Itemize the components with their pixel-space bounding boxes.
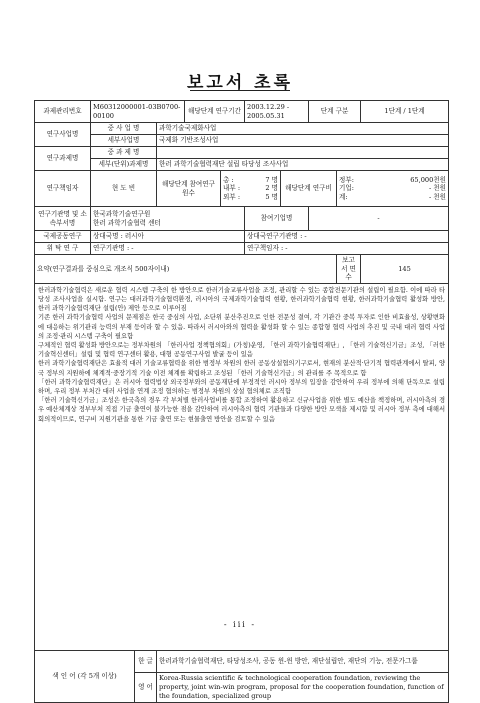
summary-paragraph: 한러과학기술협력은 새로운 협력 시스템 구축의 한 방안으로 한러기술교류사업을 조정, 관리할 수 있는 종합전문기관의 설립이 필요함. 이에 따라 타당성 조사사업을 실시함. 연구는 대러과학기술협력환경, 러시아의 국제과학기술협력 현황, 한러과학기술협력 현황, 한러과학기술협력 활성화 방안, 한러 과학기술협력재단 설립(안) 제안 등으로 이루어짐 xyxy=(38,286,446,313)
corp-label: 기업: xyxy=(339,184,354,193)
summary-body xyxy=(35,283,449,650)
internal-unit: 명 xyxy=(271,184,279,193)
program-detail-label: 세부사업명 xyxy=(91,135,157,147)
summary-paragraph: 기존 한러 과학기술협력 사업의 문제점은 한국 중심의 사업, 소단위 분산추진으로 인한 전문성 결여, 각 기관간 중복 투자로 인한 비효율성, 상황변화에 대응하는 위기관리 능력의 부재 등이라 할 수 있음. 따라서 러시아와의 협력을 활성화 할 수 있는 종합형 협력 사업의 추진 및 국내 대러 협력 사업의 조정·관리 시스템 구축이 필요함 xyxy=(38,314,446,340)
program-main-label: 중 사 업 명 xyxy=(91,123,157,135)
total-count: 7 xyxy=(265,175,270,184)
project-no-value: M60312000001-03B0700-00100 xyxy=(91,101,185,123)
page-title: 보고서 초록 xyxy=(186,73,294,93)
summary-paragraph: 한러 과학기술협력재단은 효율적 대러 기술교류협력을 위한 범정부 차원의 한러 공동상설협의기구로서, 현재의 분산적·단기적 협력관계에서 탈피, 양국 정부의 지원하에 체계적·중장기적 기술 이전 체계를 확립하고 조성된 「한러 기술혁신기금」의 관리를 주 목적으로 함 xyxy=(38,360,446,377)
stage-label: 단계 구분 xyxy=(309,101,361,123)
pages-value: 145 xyxy=(361,255,449,284)
pages-label: 보고서 면수 xyxy=(337,255,361,284)
partner-label: 참여기업명 xyxy=(245,207,309,231)
corp-value: - 천원 xyxy=(428,184,447,193)
etc-value: - 천원 xyxy=(428,192,447,201)
intl-country: 상대국명 : 러시아 xyxy=(91,231,245,243)
page-number: - iii - xyxy=(223,620,257,629)
external-label: 외부 : xyxy=(223,192,241,201)
outsource-label: 위 탁 연 구 xyxy=(35,243,91,255)
task-main-label: 중 과 제 명 xyxy=(91,147,157,159)
task-label: 연구과제명 xyxy=(35,147,91,171)
outsource-org: 연구기관명 : - xyxy=(91,243,245,255)
gov-label: 정부: xyxy=(339,175,354,184)
org-values xyxy=(91,207,245,231)
project-no-label: 과제관리번호 xyxy=(35,101,91,123)
keywords-en: Korea-Russia scientific & technological cooperation foundation, reviewing the property, joint win-win program, proposal for the cooperation foundation, function of the foundation, specialized group xyxy=(157,672,449,702)
summary-paragraph: 「한러 과학기술협력재단」은 러시아 협력법상 외국정부와의 공동재단에 부정적인 러시아 정부의 입장을 감안하여 우리 정부에 의해 단독으로 설립하며, 우리 정부 부처간 대러 사업을 연계 조정 협의하는 범정부 차원의 상설 협의체로 조직함 xyxy=(38,378,446,396)
summary-paragraph: 구체적인 협력 활성화 방안으로는 정부차원의 「한러사업 정책협의회」(가칭)운영, 「한러 과학기술협력재단」, 「한러 기술혁신기금」조성, 「러한 기술혁신센터」설립 및 협력 연구센터 활용, 대형 공동연구사업 발굴 등이 있음 xyxy=(38,342,446,359)
org-name: 한국과학기술연구원 xyxy=(93,209,151,218)
external-count: 5 xyxy=(265,192,270,201)
keywords-ko-label: 한 글 xyxy=(135,650,157,672)
task-main-value xyxy=(157,147,449,159)
stage-period-value: 2003.12.29 - 2005.05.31 xyxy=(245,101,309,123)
title-underline xyxy=(190,90,290,91)
task-detail-value: 한러 과학기술협력재단 설립 타당성 조사사업 xyxy=(157,159,449,171)
researcher-label: 연구책임자 xyxy=(35,171,91,207)
keywords-en-label: 영 어 xyxy=(135,672,157,702)
summary-paragraph: 「한러 기술혁신기금」조성은 한국측의 경우 각 부처별 한러사업비를 통합 조정하여 활용하고 신규사업을 위한 별도 예산을 책정하며, 러시아측의 경우 예산체계상 정부부처 직접 기금 출연이 불가능한 점을 감안하여 러시아측의 협력 기관들과 다양한 방안 모색을 제시함 및 러시아 정부 측에 대해서 회의적이므로, 연구비 지원기관을 통한 기금 출연 또는 현물출연 방안을 검토할 수 있음 xyxy=(38,397,446,423)
stage-value: 1단계 / 1단계 xyxy=(361,101,449,123)
etc-label: 계: xyxy=(339,192,348,201)
gov-value: 65,000천원 xyxy=(410,175,447,184)
keywords-ko: 한러과학기술협력재단, 타당성조사, 공동 윈-윈 방안, 재단설립안, 재단의 기능, 전문가그룹 xyxy=(157,650,449,672)
program-main-value: 과학기술국제화사업 xyxy=(157,123,449,135)
summary-heading: 요약(연구결과를 중심으로 개조식 500자이내) xyxy=(35,255,337,284)
program-detail-value: 국제화 기반조성사업 xyxy=(157,135,449,147)
intl-label: 국제공동연구 xyxy=(35,231,91,243)
org-label: 연구기관명 및 소속부서명 xyxy=(35,207,91,231)
researcher-name: 현 도 빈 xyxy=(91,171,157,207)
external-unit: 명 xyxy=(271,192,279,201)
abstract-table xyxy=(34,100,449,703)
budget-values xyxy=(337,171,449,207)
outsource-person: 연구책임자 : - xyxy=(245,243,449,255)
budget-label: 해당단계 연구비 xyxy=(281,171,337,207)
stage-period-label: 해당단계 연구기간 xyxy=(185,101,245,123)
people-counts xyxy=(221,171,281,207)
internal-label: 내부 : xyxy=(223,184,241,193)
partner-value: - xyxy=(309,207,449,231)
org-dept: 한러 과학기술협력 센터 xyxy=(93,218,161,227)
abstract-form xyxy=(34,100,448,703)
task-detail-label: 세부(단위)과제명 xyxy=(91,159,157,171)
keywords-label: 색 인 어 (각 5개 이상) xyxy=(35,650,135,702)
program-label: 연구사업명 xyxy=(35,123,91,147)
internal-count: 2 xyxy=(265,184,270,193)
people-label: 해당단계 참여연구원수 xyxy=(157,171,221,207)
total-label: 총 : xyxy=(223,175,234,184)
intl-org: 상대국연구기관명 : - xyxy=(245,231,449,243)
total-unit: 명 xyxy=(271,175,279,184)
